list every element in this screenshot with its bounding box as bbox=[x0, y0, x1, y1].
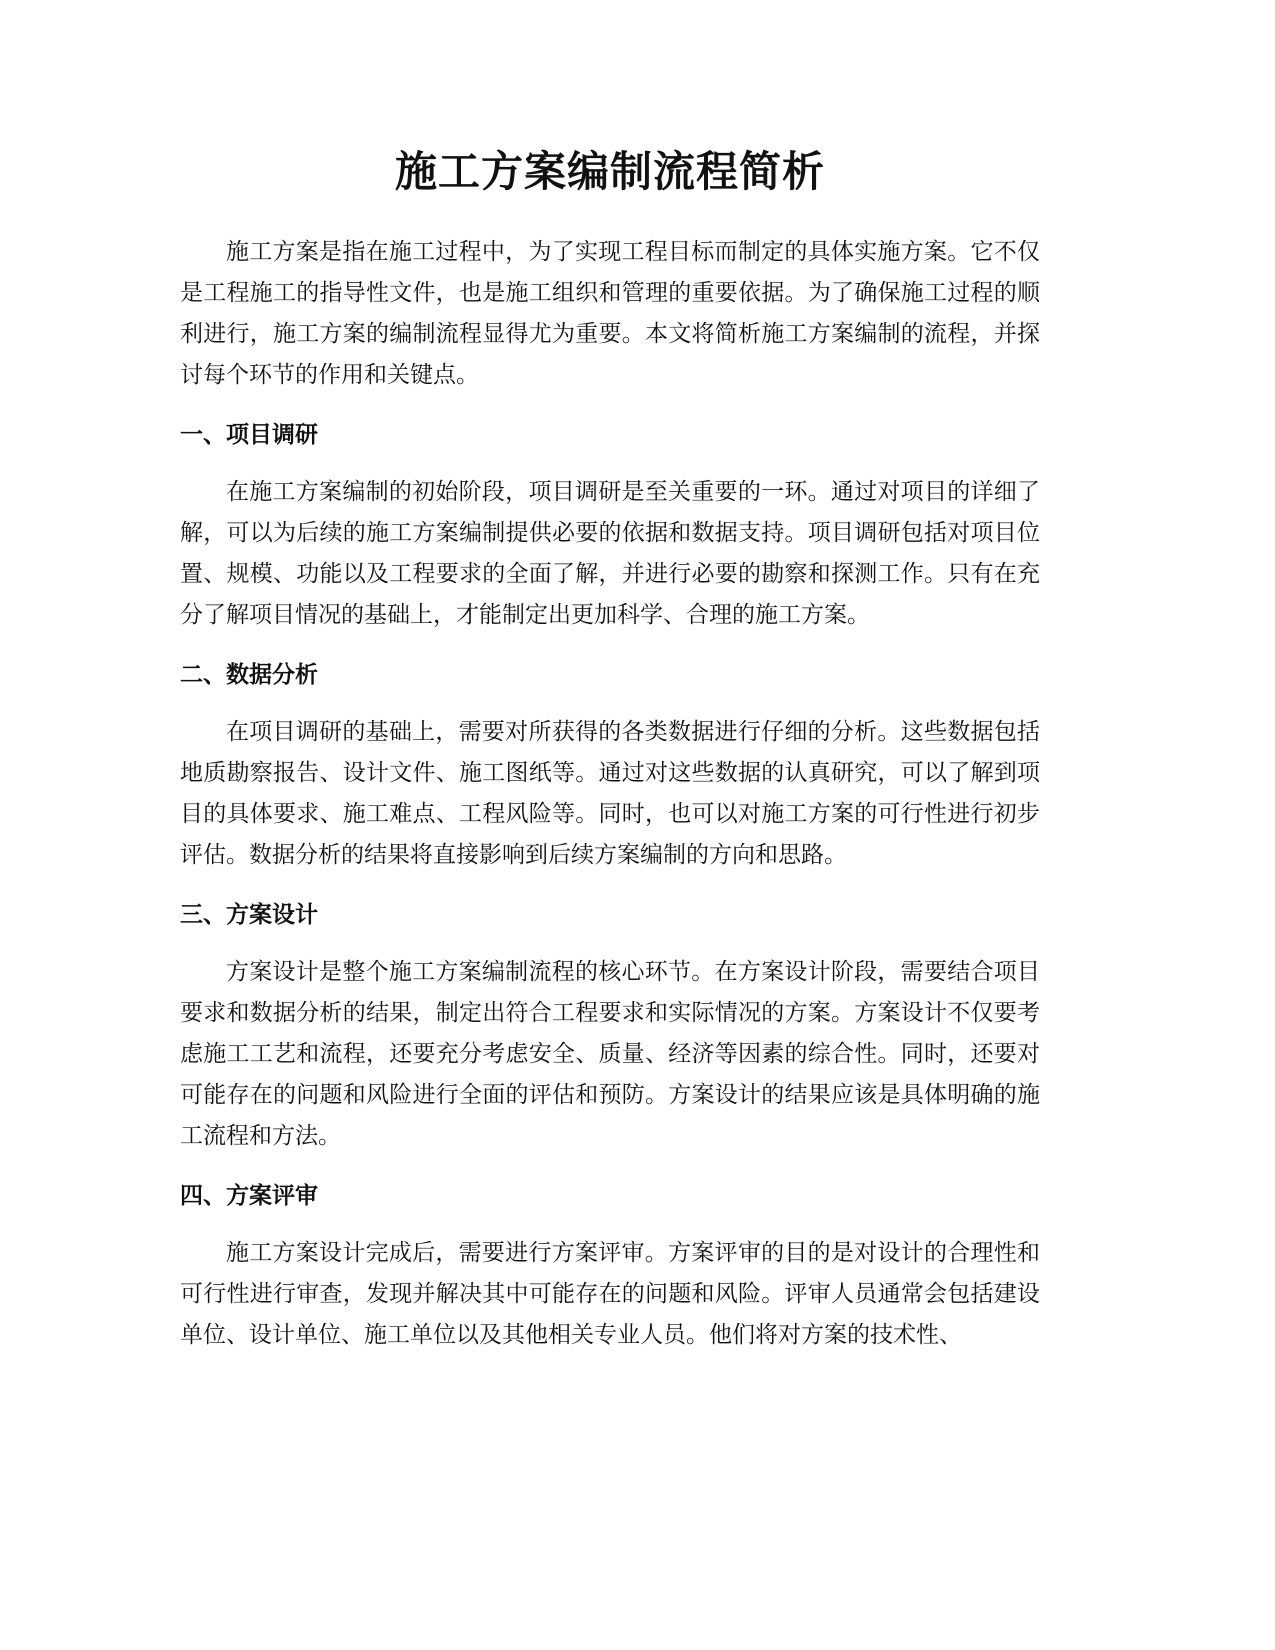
section-heading: 一、项目调研 bbox=[180, 422, 318, 448]
section-plan-design bbox=[180, 898, 1040, 1157]
section-paragraph: 在施工方案编制的初始阶段，项目调研是至关重要的一环。通过对项目的详细了解，可以为后续的施工方案编制提供必要的依据和数据支持。项目调研包括对项目位置、规模、功能以及工程要求的全面了解，并进行必要的勘察和探测工作。只有在充分了解项目情况的基础上，才能制定出更加科学、合理的施工方案。 bbox=[180, 479, 1040, 628]
section-heading: 三、方案设计 bbox=[180, 902, 318, 928]
document-page bbox=[180, 140, 1040, 1356]
section-paragraph: 方案设计是整个施工方案编制流程的核心环节。在方案设计阶段，需要结合项目要求和数据分析的结果，制定出符合工程要求和实际情况的方案。方案设计不仅要考虑施工工艺和流程，还要充分考虑安全、质量、经济等因素的综合性。同时，还要对可能存在的问题和风险进行全面的评估和预防。方案设计的结果应该是具体明确的施工流程和方法。 bbox=[180, 959, 1040, 1149]
section-heading: 四、方案评审 bbox=[180, 1183, 318, 1209]
section-heading: 二、数据分析 bbox=[180, 662, 318, 688]
section-paragraph: 施工方案设计完成后，需要进行方案评审。方案评审的目的是对设计的合理性和可行性进行审查，发现并解决其中可能存在的问题和风险。评审人员通常会包括建设单位、设计单位、施工单位以及其他相关专业人员。他们将对方案的技术性、 bbox=[180, 1240, 1040, 1348]
document-title: 施工方案编制流程简析 bbox=[394, 147, 825, 196]
intro-paragraph: 施工方案是指在施工过程中，为了实现工程目标而制定的具体实施方案。它不仅是工程施工的指导性文件，也是施工组织和管理的重要依据。为了确保施工过程的顺利进行，施工方案的编制流程显得尤为重要。本文将简析施工方案编制的流程，并探讨每个环节的作用和关键点。 bbox=[180, 239, 1040, 388]
section-project-research bbox=[180, 418, 1040, 636]
section-plan-review bbox=[180, 1179, 1040, 1356]
section-data-analysis bbox=[180, 658, 1040, 876]
section-paragraph: 在项目调研的基础上，需要对所获得的各类数据进行仔细的分析。这些数据包括地质勘察报告、设计文件、施工图纸等。通过对这些数据的认真研究，可以了解到项目的具体要求、施工难点、工程风险等。同时，也可以对施工方案的可行性进行初步评估。数据分析的结果将直接影响到后续方案编制的方向和思路。 bbox=[180, 719, 1040, 868]
